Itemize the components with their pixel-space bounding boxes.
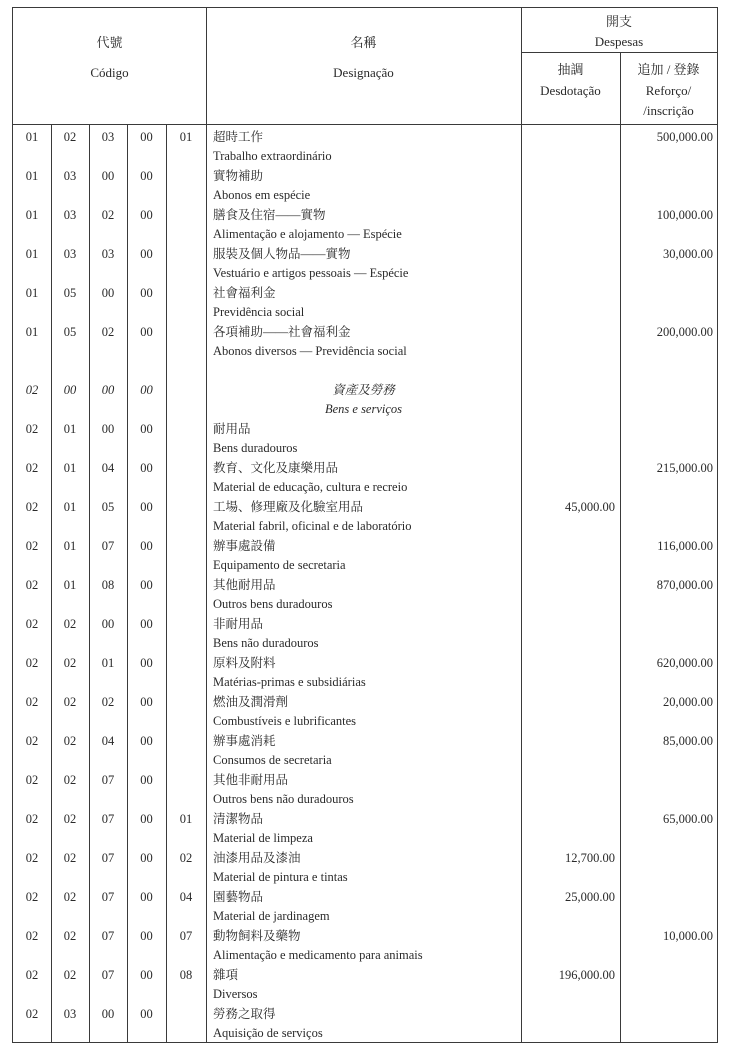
designation-pt: Equipamento de secretaria	[213, 558, 346, 572]
budget-table	[12, 7, 718, 1043]
code-3: 07	[101, 929, 115, 943]
reforco-amount: 200,000.00	[656, 325, 713, 339]
code-1: 02	[25, 539, 39, 553]
code-2: 01	[63, 578, 77, 592]
header-codigo-pt: Código	[90, 65, 129, 80]
code-4: 00	[140, 247, 153, 261]
code-5: 02	[179, 851, 193, 865]
code-1: 02	[25, 890, 39, 904]
designation-zh: 超時工作	[213, 130, 264, 144]
designation-pt: Previdência social	[213, 305, 305, 319]
table-row	[13, 497, 719, 536]
code-1: 02	[25, 968, 39, 982]
desdotacao-amount	[521, 205, 615, 225]
code-5	[166, 380, 206, 400]
code-4: 00	[140, 461, 153, 475]
desdotacao-amount	[521, 653, 615, 673]
table-row	[13, 244, 719, 283]
code-3: 00	[101, 286, 115, 300]
designation-pt: Material de pintura e tintas	[213, 870, 348, 884]
reforco-amount	[620, 283, 713, 303]
code-2: 02	[63, 968, 77, 982]
code-4: 00	[140, 325, 153, 339]
header-divider	[521, 52, 717, 53]
table-row	[13, 283, 719, 322]
header-despesas-pt: Despesas	[594, 34, 644, 49]
code-4: 00	[140, 851, 153, 865]
code-2: 02	[63, 130, 77, 144]
code-2: 02	[63, 734, 77, 748]
header-reforco-zh: 追加 / 登錄	[637, 62, 700, 77]
desdotacao-amount	[521, 536, 615, 556]
table-row	[13, 536, 719, 575]
reforco-amount: 100,000.00	[656, 208, 713, 222]
code-1: 02	[25, 773, 39, 787]
code-2: 01	[63, 461, 77, 475]
designation-pt: Bens não duradouros	[213, 636, 319, 650]
desdotacao-amount	[521, 575, 615, 595]
header-desdotacao-pt: Desdotação	[540, 83, 601, 98]
header-designacao-pt: Designação	[333, 65, 394, 80]
code-2: 02	[63, 617, 77, 631]
code-5	[166, 692, 206, 712]
reforco-amount	[620, 166, 713, 186]
code-5	[166, 419, 206, 439]
code-4: 00	[140, 130, 153, 144]
designation-pt: Diversos	[213, 987, 258, 1001]
reforco-amount	[620, 887, 713, 907]
reforco-amount	[620, 614, 713, 634]
code-3: 03	[101, 130, 115, 144]
designation-pt: Combustíveis e lubrificantes	[213, 714, 357, 728]
table-row	[13, 1004, 719, 1043]
code-4: 00	[140, 812, 153, 826]
reforco-amount: 20,000.00	[663, 695, 713, 709]
designation-zh: 實物補助	[213, 169, 264, 183]
table-row	[13, 575, 719, 614]
code-3: 02	[101, 695, 115, 709]
designation-zh: 動物飼料及藥物	[213, 929, 301, 943]
code-5	[166, 244, 206, 264]
designation-zh: 雜項	[213, 968, 239, 982]
code-2: 05	[63, 286, 77, 300]
designation-zh: 其他非耐用品	[213, 773, 289, 787]
designation-pt: Vestuário e artigos pessoais — Espécie	[213, 266, 409, 280]
code-4: 00	[140, 169, 153, 183]
code-5: 01	[179, 130, 193, 144]
desdotacao-amount	[521, 731, 615, 751]
designation-zh: 勞務之取得	[213, 1007, 276, 1021]
reforco-amount: 30,000.00	[663, 247, 713, 261]
code-2: 02	[63, 773, 77, 787]
desdotacao-amount	[521, 283, 615, 303]
designation-pt: Material de jardinagem	[213, 909, 330, 923]
code-5: 01	[179, 812, 193, 826]
code-2: 02	[63, 929, 77, 943]
code-3: 07	[101, 890, 115, 904]
designation-zh: 工場、修理廠及化驗室用品	[213, 500, 364, 514]
designation-zh: 服裝及個人物品——實物	[213, 247, 351, 261]
code-1: 02	[25, 851, 39, 865]
code-5	[166, 1004, 206, 1024]
code-4: 00	[140, 617, 153, 631]
code-1: 02	[25, 578, 39, 592]
designation-zh: 資產及勞務	[332, 383, 395, 397]
code-2: 01	[63, 539, 77, 553]
code-5	[166, 770, 206, 790]
code-3: 03	[101, 247, 115, 261]
code-3: 00	[101, 1007, 115, 1021]
code-1: 02	[25, 929, 39, 943]
table-row	[13, 770, 719, 809]
code-2: 03	[63, 208, 77, 222]
reforco-amount	[620, 770, 713, 790]
desdotacao-amount	[521, 166, 615, 186]
code-1: 02	[25, 695, 39, 709]
desdotacao-amount	[521, 380, 615, 400]
code-5: 08	[179, 968, 193, 982]
designation-zh: 社會福利金	[213, 286, 276, 300]
code-4: 00	[140, 656, 153, 670]
code-1: 02	[25, 656, 39, 670]
code-1: 02	[25, 1007, 39, 1021]
table-row	[13, 731, 719, 770]
desdotacao-amount: 25,000.00	[565, 890, 615, 904]
reforco-amount: 85,000.00	[663, 734, 713, 748]
code-5	[166, 575, 206, 595]
designation-zh: 各項補助——社會福利金	[213, 325, 351, 339]
code-1: 01	[25, 169, 39, 183]
designation-pt: Trabalho extraordinário	[213, 149, 332, 163]
code-2: 03	[63, 169, 77, 183]
code-5: 07	[179, 929, 193, 943]
designation-pt: Alimentação e medicamento para animais	[213, 948, 423, 962]
designation-zh: 原料及附料	[213, 656, 276, 670]
designation-pt: Abonos em espécie	[213, 188, 311, 202]
designation-pt: Alimentação e alojamento — Espécie	[213, 227, 402, 241]
code-3: 02	[101, 325, 115, 339]
code-3: 07	[101, 968, 115, 982]
desdotacao-amount	[521, 614, 615, 634]
reforco-amount	[620, 497, 713, 517]
code-3: 07	[101, 812, 115, 826]
designation-pt: Material fabril, oficinal e de laboratório	[213, 519, 412, 533]
reforco-amount	[620, 965, 713, 985]
section-heading-row	[13, 380, 719, 419]
code-2: 02	[63, 890, 77, 904]
code-1: 01	[25, 247, 39, 261]
header-reforco-pt-1: Reforço/	[645, 83, 692, 98]
table-row	[13, 166, 719, 205]
desdotacao-amount: 45,000.00	[565, 500, 615, 514]
reforco-amount: 870,000.00	[656, 578, 713, 592]
code-1: 02	[25, 734, 39, 748]
reforco-amount: 65,000.00	[663, 812, 713, 826]
reforco-amount	[620, 848, 713, 868]
table-row	[13, 322, 719, 361]
designation-zh: 油漆用品及漆油	[213, 851, 301, 865]
code-4: 00	[140, 695, 153, 709]
designation-zh: 燃油及潤滑劑	[213, 695, 289, 709]
code-4: 00	[140, 1007, 153, 1021]
reforco-amount: 500,000.00	[656, 130, 713, 144]
table-row	[13, 205, 719, 244]
desdotacao-amount: 196,000.00	[558, 968, 615, 982]
table-row	[13, 692, 719, 731]
designation-pt: Bens duradouros	[213, 441, 298, 455]
code-4: 00	[140, 383, 153, 397]
code-2: 01	[63, 500, 77, 514]
code-1: 01	[25, 208, 39, 222]
designation-zh: 膳食及住宿——實物	[213, 208, 326, 222]
code-3: 00	[101, 383, 115, 397]
code-3: 07	[101, 851, 115, 865]
header-reforco-pt-2: /inscrição	[643, 103, 694, 118]
designation-pt: Abonos diversos — Previdência social	[213, 344, 407, 358]
code-3: 02	[101, 208, 115, 222]
code-4: 00	[140, 773, 153, 787]
designation-pt: Aquisição de serviços	[213, 1026, 323, 1040]
table-row	[13, 809, 719, 848]
reforco-amount: 215,000.00	[656, 461, 713, 475]
table-row	[13, 653, 719, 692]
reforco-amount: 116,000.00	[657, 539, 713, 553]
desdotacao-amount	[521, 692, 615, 712]
code-5	[166, 497, 206, 517]
code-1: 01	[25, 286, 39, 300]
code-1: 01	[25, 130, 39, 144]
code-1: 02	[25, 383, 39, 397]
table-row	[13, 458, 719, 497]
designation-pt: Outros bens não duradouros	[213, 792, 354, 806]
code-3: 04	[101, 734, 115, 748]
code-2: 02	[63, 812, 77, 826]
code-4: 00	[140, 539, 153, 553]
table-row	[13, 926, 719, 965]
designation-pt: Consumos de secretaria	[213, 753, 332, 767]
desdotacao-amount	[521, 322, 615, 342]
code-4: 00	[140, 578, 153, 592]
designation-zh: 耐用品	[213, 422, 251, 436]
code-3: 08	[101, 578, 115, 592]
code-5	[166, 653, 206, 673]
desdotacao-amount	[521, 244, 615, 264]
code-3: 07	[101, 539, 115, 553]
desdotacao-amount: 12,700.00	[565, 851, 615, 865]
designation-zh: 園藝物品	[213, 890, 264, 904]
code-2: 03	[63, 247, 77, 261]
header-designacao-zh: 名稱	[350, 35, 377, 50]
designation-pt: Material de educação, cultura e recreio	[213, 480, 408, 494]
designation-pt: Matérias-primas e subsidiárias	[213, 675, 366, 689]
code-1: 02	[25, 422, 39, 436]
reforco-amount: 10,000.00	[663, 929, 713, 943]
code-4: 00	[140, 968, 153, 982]
desdotacao-amount	[521, 127, 615, 147]
designation-pt: Outros bens duradouros	[213, 597, 333, 611]
designation-zh: 辦事處消耗	[213, 734, 276, 748]
code-5	[166, 614, 206, 634]
designation-pt: Material de limpeza	[213, 831, 313, 845]
desdotacao-amount	[521, 809, 615, 829]
code-2: 02	[63, 851, 77, 865]
table-row	[13, 965, 719, 1004]
desdotacao-amount	[521, 770, 615, 790]
code-2: 03	[63, 1007, 77, 1021]
code-3: 07	[101, 773, 115, 787]
designation-zh: 辦事處設備	[213, 539, 276, 553]
code-3: 01	[101, 656, 115, 670]
code-2: 02	[63, 695, 77, 709]
desdotacao-amount	[521, 458, 615, 478]
code-1: 02	[25, 461, 39, 475]
desdotacao-amount	[521, 1004, 615, 1024]
code-2: 02	[63, 656, 77, 670]
header-codigo-zh: 代號	[96, 35, 123, 50]
code-5	[166, 731, 206, 751]
code-1: 02	[25, 812, 39, 826]
code-5	[166, 536, 206, 556]
designation-zh: 教育、文化及康樂用品	[213, 461, 339, 475]
code-4: 00	[140, 422, 153, 436]
header-despesas-zh: 開支	[605, 14, 632, 29]
designation-zh: 其他耐用品	[213, 578, 276, 592]
designation-pt: Bens e serviços	[324, 402, 403, 416]
code-4: 00	[140, 208, 153, 222]
code-5	[166, 283, 206, 303]
code-2: 01	[63, 422, 77, 436]
code-4: 00	[140, 500, 153, 514]
code-1: 01	[25, 325, 39, 339]
desdotacao-amount	[521, 926, 615, 946]
code-1: 02	[25, 500, 39, 514]
reforco-amount: 620,000.00	[656, 656, 713, 670]
desdotacao-amount	[521, 419, 615, 439]
designation-zh: 清潔物品	[213, 812, 264, 826]
table-row	[13, 887, 719, 926]
reforco-amount	[620, 1004, 713, 1024]
table-row	[13, 419, 719, 458]
table-row	[13, 848, 719, 887]
table-row	[13, 127, 719, 166]
header-divider	[13, 124, 717, 125]
code-5	[166, 322, 206, 342]
code-5: 04	[179, 890, 193, 904]
reforco-amount	[620, 419, 713, 439]
code-1: 02	[25, 617, 39, 631]
code-3: 04	[101, 461, 115, 475]
header-desdotacao-zh: 抽調	[557, 62, 584, 77]
code-5	[166, 458, 206, 478]
code-2: 00	[63, 383, 77, 397]
code-3: 00	[101, 422, 115, 436]
designation-zh: 非耐用品	[213, 617, 264, 631]
code-4: 00	[140, 890, 153, 904]
code-3: 00	[101, 169, 115, 183]
table-row	[13, 614, 719, 653]
code-3: 00	[101, 617, 115, 631]
code-4: 00	[140, 734, 153, 748]
code-2: 05	[63, 325, 77, 339]
code-4: 00	[140, 286, 153, 300]
code-5	[166, 166, 206, 186]
reforco-amount	[620, 380, 713, 400]
code-5	[166, 205, 206, 225]
code-3: 05	[101, 500, 115, 514]
code-4: 00	[140, 929, 153, 943]
